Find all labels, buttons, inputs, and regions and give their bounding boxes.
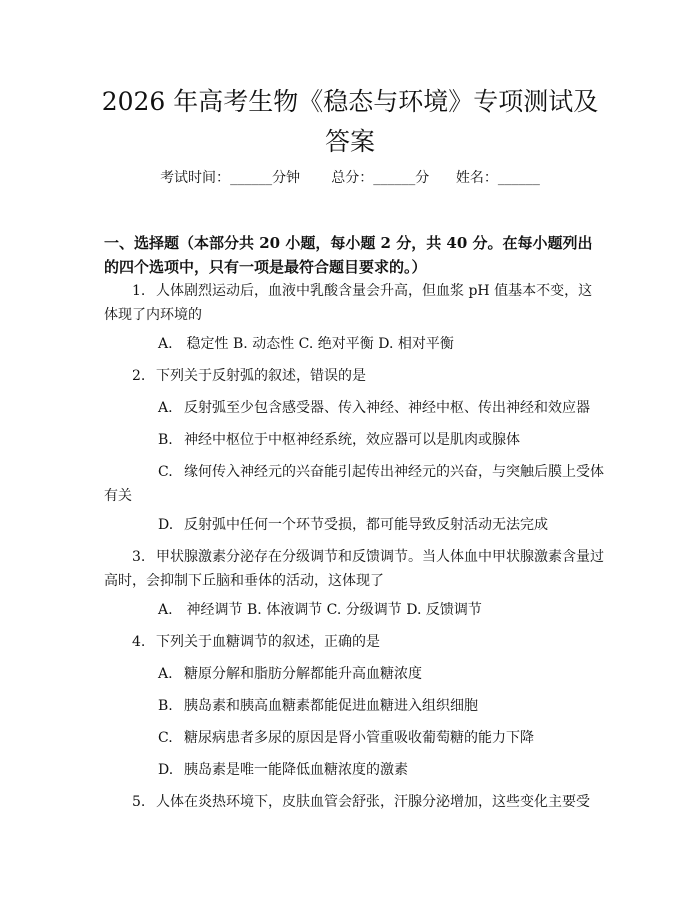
question-3 <box>104 545 604 593</box>
question-stem: 人体在炎热环境下，皮肤血管会舒张，汗腺分泌增加，这些变化主要受 <box>156 794 590 810</box>
question-4 <box>104 630 604 654</box>
option-tag: A. <box>158 666 173 682</box>
exam-time-label: 考试时间： <box>160 170 231 186</box>
name-label: 姓名： <box>455 170 498 186</box>
section-heading: 一、选择题（本部分共 20 小题，每小题 2 分，共 40 分。在每小题列出的四个选项中，只有一项是最符合题目要求的。） <box>104 234 593 276</box>
option-tag: B. <box>158 432 173 448</box>
question-4-option-b <box>104 694 604 718</box>
question-stem: 人体剧烈运动后，血液中乳酸含量会升高，但血浆 pH 值基本不变，这体现了内环境的 <box>104 283 593 323</box>
question-stem: 下列关于血糖调节的叙述，正确的是 <box>156 634 380 650</box>
page-title: 2026 年高考生物《稳态与环境》专项测试及答案 <box>101 87 599 156</box>
option-text: 胰岛素是唯一能降低血糖浓度的激素 <box>184 762 408 778</box>
option-text: 缘何传入神经元的兴奋能引起传出神经元的兴奋，与突触后膜上受体有关 <box>104 464 604 504</box>
question-2-option-d <box>104 513 604 537</box>
question-2-option-a <box>104 396 604 420</box>
exam-time-unit: 分钟 <box>272 170 301 186</box>
question-1-options: A. 稳定性 B. 动态性 C. 绝对平衡 D. 相对平衡 <box>158 336 454 352</box>
exam-info-line <box>0 168 700 188</box>
option-tag: C. <box>158 730 173 746</box>
question-1 <box>104 279 604 327</box>
total-score-unit: 分 <box>415 170 430 186</box>
question-5 <box>104 790 604 814</box>
question-2 <box>104 364 604 388</box>
question-2-option-b <box>104 428 604 452</box>
question-number: 4. <box>132 634 146 650</box>
option-text: 糖原分解和脂肪分解都能升高血糖浓度 <box>184 666 422 682</box>
total-score-blank: ______ <box>373 170 416 186</box>
option-tag: D. <box>158 762 174 778</box>
option-text: 糖尿病患者多尿的原因是肾小管重吸收葡萄糖的能力下降 <box>184 730 534 746</box>
exam-time-blank: ______ <box>230 170 273 186</box>
question-stem: 下列关于反射弧的叙述，错误的是 <box>156 368 366 384</box>
question-number: 5. <box>132 794 146 810</box>
option-text: 反射弧中任何一个环节受损，都可能导致反射活动无法完成 <box>184 517 548 533</box>
option-text: 胰岛素和胰高血糖素都能促进血糖进入组织细胞 <box>184 698 478 714</box>
question-number: 3. <box>132 549 146 565</box>
option-tag: C. <box>158 464 173 480</box>
option-text: 反射弧至少包含感受器、传入神经、神经中枢、传出神经和效应器 <box>184 400 590 416</box>
option-text: 神经中枢位于中枢神经系统，效应器可以是肌肉或腺体 <box>184 432 520 448</box>
question-4-option-d <box>104 758 604 782</box>
question-3-options: A. 神经调节 B. 体液调节 C. 分级调节 D. 反馈调节 <box>158 602 482 618</box>
question-stem: 甲状腺激素分泌存在分级调节和反馈调节。当人体血中甲状腺激素含量过高时，会抑制下丘脑和垂体的活动，这体现了 <box>104 549 604 589</box>
question-4-option-a <box>104 662 604 686</box>
name-blank: ______ <box>497 170 540 186</box>
question-number: 1. <box>132 283 146 299</box>
option-tag: D. <box>158 517 174 533</box>
question-number: 2. <box>132 368 146 384</box>
option-tag: B. <box>158 698 173 714</box>
question-4-option-c <box>104 726 604 750</box>
total-score-label: 总分： <box>331 170 374 186</box>
question-2-option-c <box>104 460 604 508</box>
option-tag: A. <box>158 400 173 416</box>
